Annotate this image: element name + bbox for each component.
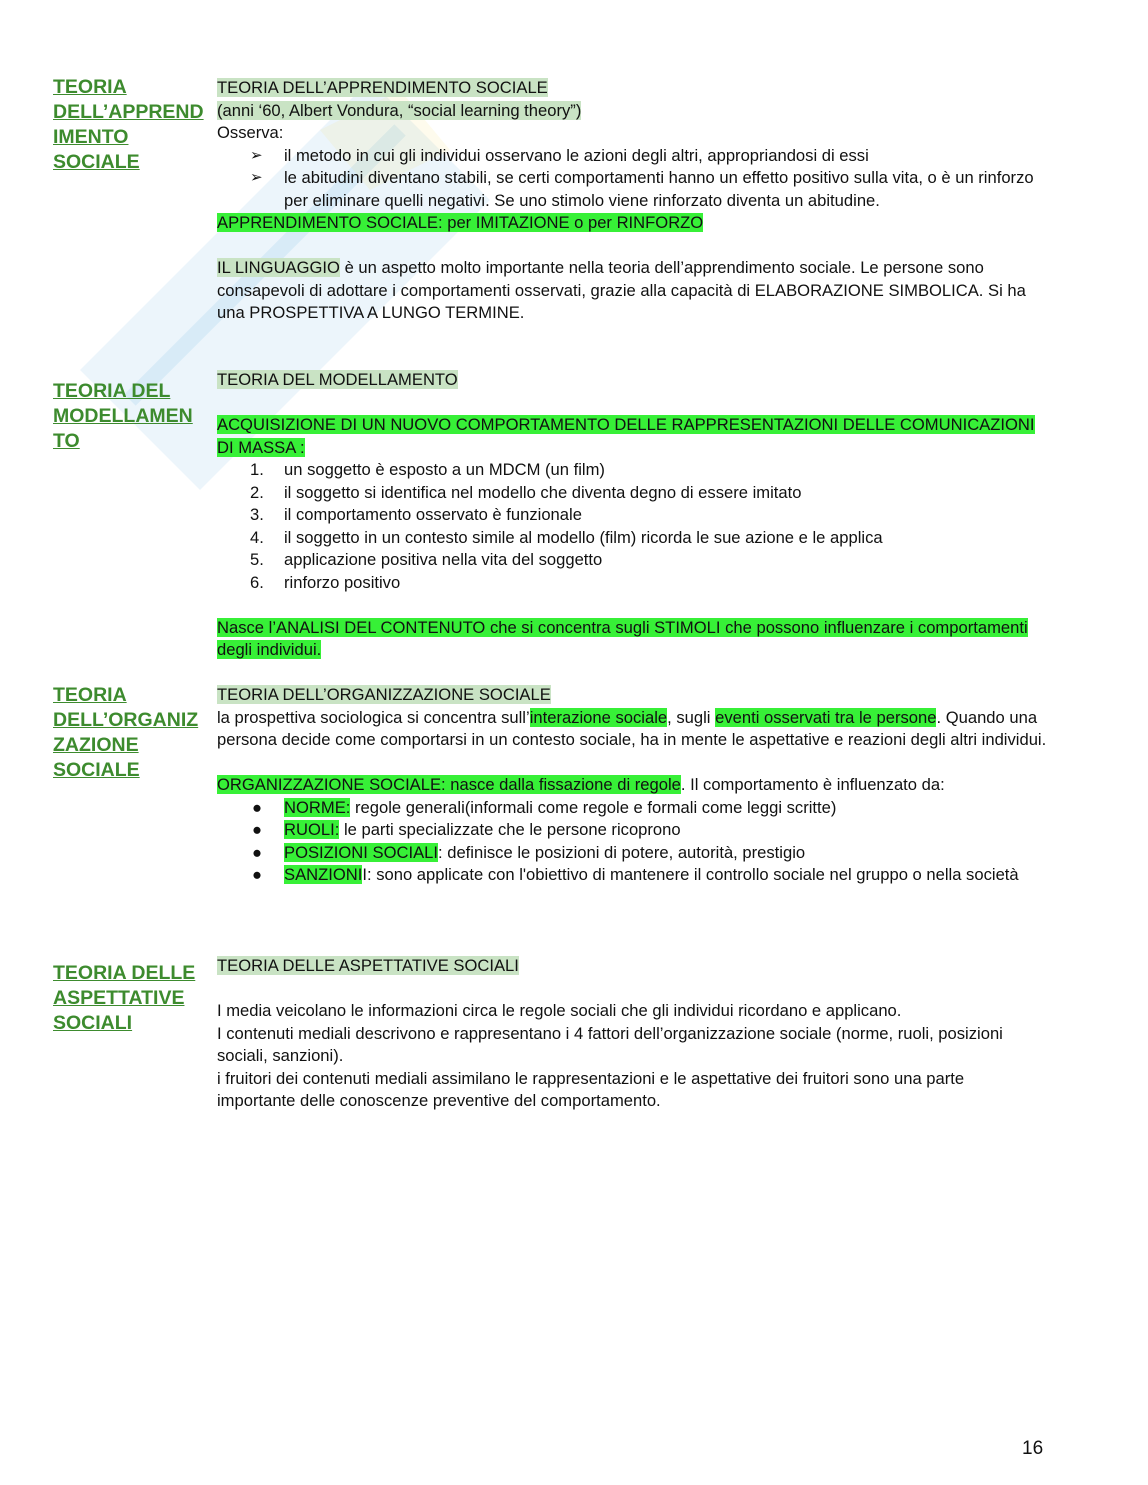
osserva-label: Osserva:: [217, 123, 284, 142]
side-title-aspettative: TEORIA DELLE ASPETTATIVE SOCIALI: [53, 962, 196, 1034]
section-modellamento: [217, 369, 1047, 662]
list-item: ● NORME: regole generali(informali come regole e formali come leggi scritte): [217, 797, 1047, 820]
section-apprendimento: [217, 77, 1047, 325]
list-item: 6. rinforzo positivo: [250, 572, 401, 592]
list-item: 5. applicazione positiva nella vita del soggetto: [250, 550, 603, 569]
list-item: ➢ il metodo in cui gli individui osservano le azioni degli altri, appropriandosi di essi: [217, 145, 1047, 168]
section-heading: TEORIA DELL’ORGANIZZAZIONE SOCIALE: [217, 685, 551, 704]
list-item: 2. il soggetto si identifica nel modello che diventa degno di essere imitato: [250, 482, 802, 502]
list-item: ● SANZIONII: sono applicate con l'obiettivo di mantenere il controllo sociale nel gruppo o nella società: [217, 864, 1047, 887]
numbered-list: [217, 459, 1047, 594]
side-title-modellamento: TEORIA DEL MODELLAMEN TO: [53, 380, 193, 452]
page-number: 16: [1022, 1438, 1044, 1459]
arrow-bullet-icon: ➢: [250, 146, 263, 164]
list-item: 1. un soggetto è esposto a un MDCM (un film): [250, 460, 605, 479]
arrow-bullet-icon: ➢: [250, 169, 263, 186]
side-title-organizzazione: TEORIA DELL’ORGANIZ ZAZIONE SOCIALE: [53, 684, 199, 781]
section-aspettative: [217, 955, 1047, 1113]
bullet-list: [217, 797, 1047, 887]
list-item: ● RUOLI: le parti specializzate che le persone ricoprono: [217, 819, 1047, 842]
highlight-line: APPRENDIMENTO SOCIALE: per IMITAZIONE o per RINFORZO: [217, 213, 704, 232]
list-item: ● POSIZIONI SOCIALI: definisce le posizioni di potere, autorità, prestigio: [217, 842, 1047, 865]
section-subheading: (anni ‘60, Albert Vondura, “social learning theory”): [217, 100, 582, 120]
section-heading: TEORIA DEL MODELLAMENTO: [217, 370, 458, 389]
paragraph: I contenuti mediali descrivono e rappresentano i 4 fattori dell’organizzazione sociale (norme, ruoli, posizioni sociali, sanzioni).: [217, 1023, 1003, 1065]
bullet-dot-icon: ●: [252, 797, 263, 817]
section-organizzazione: [217, 684, 1047, 887]
highlight-line: Nasce l’ANALISI DEL CONTENUTO che si concentra sugli STIMOLI che possono influenzare i comportamenti degli individui.: [217, 617, 1028, 659]
paragraph: la prospettiva sociologica si concentra sull’interazione sociale, sugli eventi osservati tra le persone. Quando una persona decide come comportarsi in un contesto sociale, ha in mente le aspettative e reazioni degli altri individui.: [217, 707, 1047, 749]
paragraph: I media veicolano le informazioni circa le regole sociali che gli individui ricordano e applicano.: [217, 1001, 902, 1020]
bullet-dot-icon: ●: [252, 842, 263, 862]
list-item: 3. il comportamento osservato è funzionale: [250, 505, 582, 524]
paragraph: IL LINGUAGGIO è un aspetto molto importante nella teoria dell’apprendimento sociale. Le persone sono consapevoli di adottare i comportamenti osservati, grazie alla capacità di ELABORAZIONE SIMBOLICA. Si ha una PROSPETTIVA A LUNGO TERMINE.: [217, 258, 1026, 322]
highlight-line: ACQUISIZIONE DI UN NUOVO COMPORTAMENTO DELLE RAPPRESENTAZIONI DELLE COMUNICAZIONI DI MASSA :: [217, 415, 1035, 457]
bullet-list: [217, 145, 1047, 213]
bullet-dot-icon: ●: [252, 820, 263, 839]
section-heading: TEORIA DELL’APPRENDIMENTO SOCIALE: [217, 78, 548, 97]
section-heading: TEORIA DELLE ASPETTATIVE SOCIALI: [217, 956, 519, 975]
list-item: 4. il soggetto in un contesto simile al modello (film) ricorda le sue azione e le applica: [250, 527, 883, 547]
side-title-apprendimento: TEORIA DELL’APPREND IMENTO SOCIALE: [53, 76, 204, 173]
bullet-dot-icon: ●: [252, 865, 263, 884]
paragraph: ORGANIZZAZIONE SOCIALE: nasce dalla fissazione di regole. Il comportamento è influenzato da:: [217, 775, 945, 794]
paragraph: i fruitori dei contenuti mediali assimilano le rappresentazioni e le aspettative dei fruitori sono una parte importante delle conoscenze preventive del comportamento.: [217, 1068, 965, 1110]
list-item: ➢ le abitudini diventano stabili, se certi comportamenti hanno un effetto positivo sulla vita, o è un rinforzo per eliminare quelli negativi. Se uno stimolo viene rinforzato diventa un abitudine.: [250, 168, 1034, 210]
